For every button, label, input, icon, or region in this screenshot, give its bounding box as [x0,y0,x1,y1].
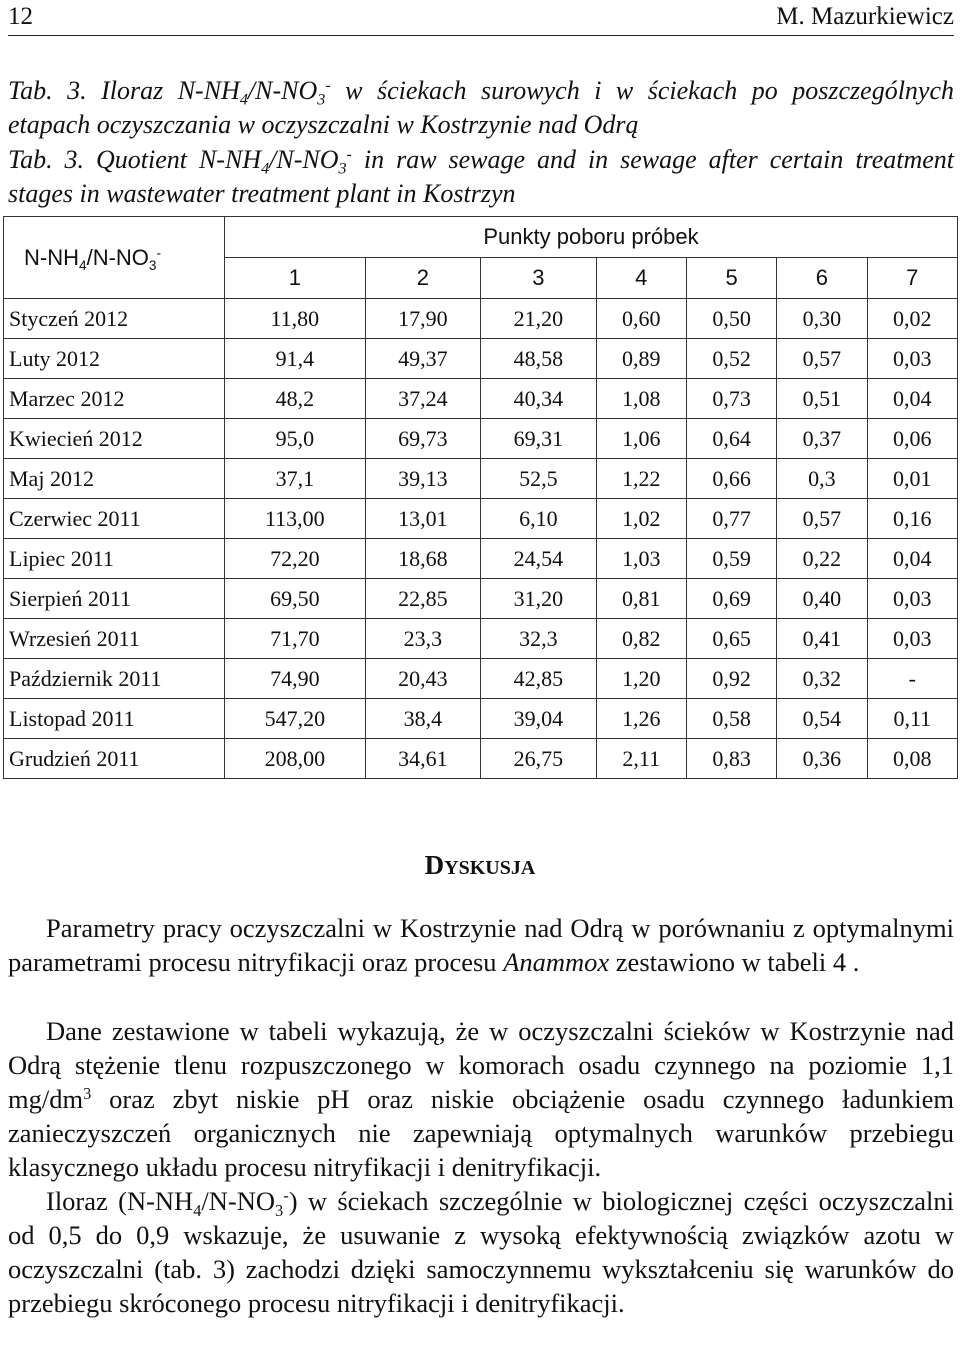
table-cell: 1,03 [596,539,686,579]
p3-sup: - [283,1185,289,1205]
table-row [4,539,958,579]
table-cell: 1,08 [596,379,686,419]
column-header-2: 2 [365,258,480,299]
table-cell: 0,37 [777,419,867,459]
p2-sup: 3 [83,1083,92,1103]
table-cell: 0,81 [596,579,686,619]
table-cell: 40,34 [481,379,596,419]
corner-mid: /N-NO [86,244,149,270]
table-cell: 13,01 [365,499,480,539]
table-cell: 0,40 [777,579,867,619]
row-label: Wrzesień 2011 [4,619,225,659]
p3-mid: /N-NO [201,1186,276,1216]
table-cell: 0,22 [777,539,867,579]
table-cell: 6,10 [481,499,596,539]
table-cell: 0,82 [596,619,686,659]
p1-text-a: Parametry pracy oczyszczalni w Kostrzynie nad Odrą w porównaniu z optymalnymi parametrami procesu nitryfikacji oraz procesu [8,913,954,977]
table-cell: 113,00 [225,499,366,539]
table-cell: 0,69 [686,579,776,619]
corner-sub1: 4 [79,257,87,273]
caption-pl-sub2: 3 [317,91,326,109]
table-cell: 69,50 [225,579,366,619]
table-cell: 0,41 [777,619,867,659]
table-cell: 1,06 [596,419,686,459]
table-cell: 26,75 [481,739,596,779]
caption-en-rest: in raw sewage and in sewage after certain treatment stages in wastewater treatment plant in Kostrzyn [8,145,955,208]
p3-text-b: ) w ściekach szczególnie w biologicznej części oczyszczalni od 0,5 do 0,9 wskazuje, że usuwanie z wysoką efektywnością związków azotu w oczyszczalni (tab. 3) zachodzi dzięki samoczynnemu wykształceniu się warunków do przebiegu skróconego procesu nitryfikacji i denitryfikacji. [8,1186,954,1318]
table-row [4,499,958,539]
table-cell: 0,54 [777,699,867,739]
table-cell: 0,73 [686,379,776,419]
column-header-7: 7 [867,258,957,299]
table-cell: 39,13 [365,459,480,499]
table-cell: 72,20 [225,539,366,579]
p3-text-a: Iloraz (N-NH [46,1186,194,1216]
table-cell: 22,85 [365,579,480,619]
table-cell: 24,54 [481,539,596,579]
table-cell: 95,0 [225,419,366,459]
table-cell: 23,3 [365,619,480,659]
table-cell: 0,08 [867,739,957,779]
table-cell: 2,11 [596,739,686,779]
table-cell: 49,37 [365,339,480,379]
row-label: Luty 2012 [4,339,225,379]
table-cell: 0,52 [686,339,776,379]
table-cell: 52,5 [481,459,596,499]
table-cell: - [867,659,957,699]
table-cell: 0,3 [777,459,867,499]
table-cell: 0,04 [867,379,957,419]
caption-en-prefix: Tab. 3. Quotient N-NH [8,145,262,174]
table-cell: 0,36 [777,739,867,779]
table-corner-header [4,217,225,299]
table-cell: 37,1 [225,459,366,499]
row-label: Kwiecień 2012 [4,419,225,459]
table-cell: 0,65 [686,619,776,659]
caption-en-sub1: 4 [261,160,270,178]
p3-sub1: 4 [193,1200,202,1220]
table-cell: 0,03 [867,619,957,659]
column-header-5: 5 [686,258,776,299]
corner-prefix: N-NH [24,244,79,270]
table-cell: 17,90 [365,299,480,339]
table-row [4,459,958,499]
column-header-1: 1 [225,258,366,299]
row-label: Styczeń 2012 [4,299,225,339]
table-row [4,339,958,379]
row-label: Grudzień 2011 [4,739,225,779]
section-heading-rest: YSKUSJA [444,857,536,879]
table-cell: 208,00 [225,739,366,779]
table-cell: 37,24 [365,379,480,419]
sampling-points-header: Punkty poboru próbek [225,217,958,258]
column-header-6: 6 [777,258,867,299]
table-row [4,619,958,659]
table-cell: 0,01 [867,459,957,499]
table-cell: 38,4 [365,699,480,739]
table-cell: 39,04 [481,699,596,739]
p2-text-b: oraz zbyt niskie pH oraz niskie obciążenie osadu czynnego ładunkiem zanieczyszczeń organicznych nie zapewniają optymalnych warunków przebiegu klasycznego układu procesu nitryfikacji i denitryfikacji. [8,1084,954,1182]
table-cell: 0,04 [867,539,957,579]
table-cell: 21,20 [481,299,596,339]
page-number: 12 [8,3,33,30]
table-cell: 31,20 [481,579,596,619]
row-label: Marzec 2012 [4,379,225,419]
table-cell: 0,06 [867,419,957,459]
table-cell: 0,58 [686,699,776,739]
section-heading [0,850,960,881]
caption-pl-mid: /N-NO [247,76,318,105]
caption-en-sub2: 3 [338,160,347,178]
table-cell: 69,73 [365,419,480,459]
table-cell: 0,32 [777,659,867,699]
table-cell: 0,03 [867,339,957,379]
row-label: Październik 2011 [4,659,225,699]
table-cell: 0,03 [867,579,957,619]
table-cell: 18,68 [365,539,480,579]
table-body [4,299,958,779]
p2-text-a: Dane zestawione w tabeli wykazują, że w oczyszczalni ścieków w Kostrzynie nad Odrą stężenie tlenu rozpuszczonego w komorach osadu czynnego na poziomie 1,1 mg/dm [8,1016,954,1114]
table-cell: 0,50 [686,299,776,339]
table-cell: 0,30 [777,299,867,339]
table-row [4,659,958,699]
row-label: Listopad 2011 [4,699,225,739]
table-row [4,579,958,619]
corner-sub2: 3 [148,257,157,273]
table-cell: 11,80 [225,299,366,339]
section-heading-initial: D [424,850,445,880]
table-caption-english [8,143,954,211]
table-cell: 1,02 [596,499,686,539]
running-header [8,0,954,36]
table-row [4,699,958,739]
table-cell: 0,92 [686,659,776,699]
table-row [4,739,958,779]
p3-sub2: 3 [275,1200,284,1220]
paragraph-3 [8,1184,954,1320]
table-row [4,379,958,419]
caption-en-sup: - [346,146,352,164]
caption-en-mid: /N-NO [269,145,339,174]
table-cell: 69,31 [481,419,596,459]
table-cell: 0,64 [686,419,776,459]
table-cell: 1,20 [596,659,686,699]
corner-sup: - [156,245,162,260]
caption-pl-prefix: Tab. 3. Iloraz N-NH [8,76,240,105]
paragraph-1 [8,911,954,979]
table-cell: 0,11 [867,699,957,739]
row-label: Czerwiec 2011 [4,499,225,539]
table-caption-polish [8,74,954,142]
table-cell: 0,77 [686,499,776,539]
running-author: M. Mazurkiewicz [776,3,954,30]
table-cell: 91,4 [225,339,366,379]
paragraph-2 [8,1014,954,1184]
table-cell: 0,57 [777,499,867,539]
table-cell: 0,16 [867,499,957,539]
table-cell: 48,2 [225,379,366,419]
table-cell: 1,22 [596,459,686,499]
table-cell: 547,20 [225,699,366,739]
table-cell: 0,57 [777,339,867,379]
table-cell: 71,70 [225,619,366,659]
column-header-3: 3 [481,258,596,299]
table-cell: 0,66 [686,459,776,499]
caption-pl-sub1: 4 [239,91,248,109]
table-row [4,419,958,459]
table-cell: 34,61 [365,739,480,779]
table-cell: 1,26 [596,699,686,739]
p1-text-b: zestawiono w tabeli 4 . [609,947,860,977]
table-cell: 0,60 [596,299,686,339]
table-row [4,299,958,339]
table-cell: 0,83 [686,739,776,779]
table-cell: 0,51 [777,379,867,419]
row-label: Lipiec 2011 [4,539,225,579]
table-cell: 74,90 [225,659,366,699]
table-cell: 48,58 [481,339,596,379]
row-label: Maj 2012 [4,459,225,499]
table-cell: 0,02 [867,299,957,339]
quotient-table [3,216,958,779]
table-cell: 0,89 [596,339,686,379]
p1-italic: Anammox [503,947,610,977]
caption-pl-rest: w ściekach surowych i w ściekach po poszczególnych etapach oczyszczania w oczyszczalni w Kostrzynie nad Odrą [8,76,954,139]
table-cell: 32,3 [481,619,596,659]
header-rule [8,35,954,36]
table-cell: 0,59 [686,539,776,579]
table-cell: 42,85 [481,659,596,699]
row-label: Sierpień 2011 [4,579,225,619]
caption-pl-sup: - [325,77,331,95]
table-cell: 20,43 [365,659,480,699]
column-header-4: 4 [596,258,686,299]
